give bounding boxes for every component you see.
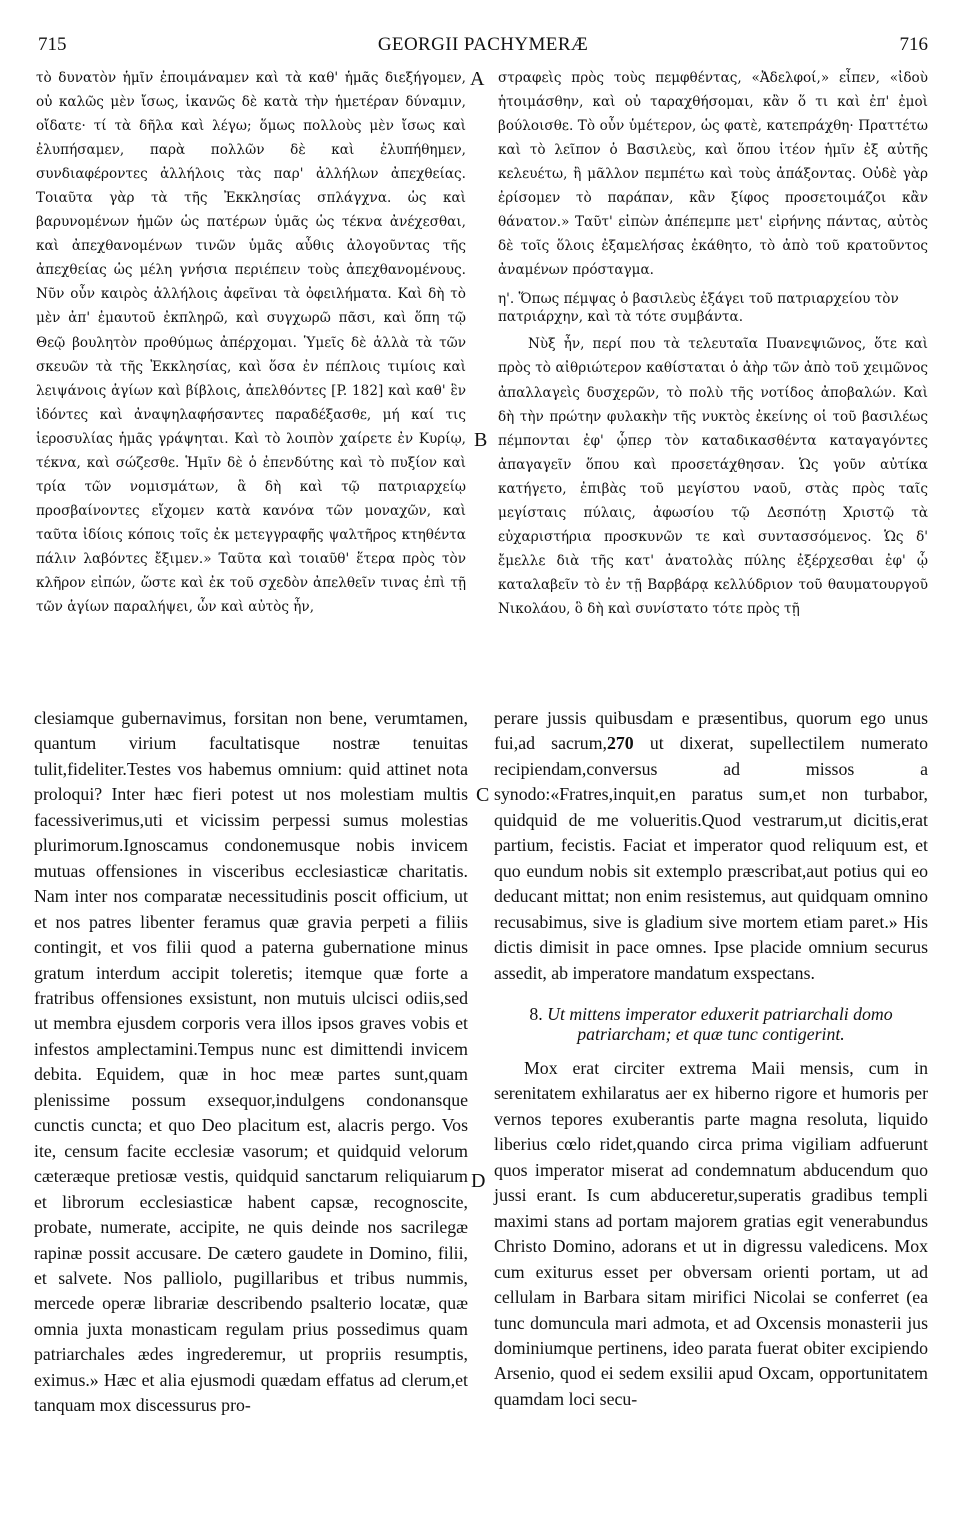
running-title: GEORGII PACHYMERÆ bbox=[377, 34, 589, 55]
margin-marker-c: C bbox=[476, 784, 490, 806]
page-number-right: 716 bbox=[899, 34, 928, 55]
latin-right-paragraph bbox=[494, 706, 928, 986]
latin-heading-number: 8. bbox=[529, 1003, 543, 1024]
latin-section-heading bbox=[494, 1004, 928, 1044]
latin-left-paragraph: clesiamque gubernavimus, forsitan non bene, verumtamen, quantum virium facultatisque nostræ tenuitas tulit,fideliter.Testes vos habemus omnium: quid attinet nota proloqui? Inter hæc fieri potest ut nos molestiam multis facessiverimus,uti et vicissim perpessi sumus molestias plurimorum.Ignoscamus condonemusque nobis invicem mutuas offensiones in visceribus ecclesiasticæ charitatis. Nam inter nos comparatæ necessitudinis poscit officium, ut et nos patres libenter feramus quæ gravia perpeti a filiis contingit, et vos filii quod a paterna gubernatione minus gratum interdum accipit toleretis; itemque quæ forte a fratribus offensiones exsistunt, non mutuis ulcisci odiis,sed ut membra ejusdem corporis vera illos ipsos graves vobis et infestos amplectamini.Tempus nunc est dimittendi invicem debita. Equidem, quæ in hoc meæ partes sunt,quam plenissime possum exsequor,indulgens condonansque cunctis cuncta; et quo Deo placitum est, alacris pergo. Vos ite, censum facite ecclesiæ vasorum; et quidquid velorum cæteræque pretiosæ vestis, quidquid sanctarum reliquiarum et librorum ecclesiasticæ habent capsæ, recognoscite, probate, numerate, accipite, ne quis deinde nos sacrilegæ rapinæ possit accusare. De cætero gaudete in Domino, filii, et salvete. Nos palliolo, pugillaribus et tribus nummis, mercede operæ librariæ describendo psalterio locatæ, quæ omnia juxta monasticam regulam prius possedimus quam patriarchales ædes ingrederemur, ut propriis resumptis, eximus.» Hæc et alia ejusmodi quædam effatus ad clerum,et tanquam mox discessurus pro- bbox=[34, 708, 468, 1416]
greek-left-paragraph: τὸ δυνατὸν ἡμῖν ἐποιμάναμεν καὶ τὰ καθ' ἡμᾶς διεξήγομεν, οὐ καλῶς μὲν ἴσως, ἱκανῶς δὲ κατὰ τὴν ἡμετέραν δύναμιν, οἴδατε· τί τὰ δῆλα καὶ λέγω; ὅμως πολλοὺς μὲν ἴσως καὶ ἐλυπήσαμεν, παρὰ πολλῶν δὲ καὶ ἐλυπήθημεν, συνδιαφέροντες ἀλλήλοις τὰς παρ' ἀλλήλων ἀπεχθείας. Τοιαῦτα γὰρ τὰ τῆς Ἐκκλησίας σπλάγχνα. ὡς καὶ βαρυνομένων ἡμῶν ὡς πατέρων ὑμᾶς ὡς τέκνα ἀνέχεσθαι, καὶ ἀπεχθανομένων τινῶν ὑμᾶς αὖθις ἀλογοῦντας τῆς ἀπεχθείας ὡς μέλη γνήσια περιέπειν τοὺς ἀπεχθανομένους. Νῦν οὖν καιρὸς ἀλλήλοις ἀφεῖναι τὰ ὀφειλήματα. Καὶ δὴ τὸ μὲν ἀπ' ἐμαυτοῦ ἐκπληρῶ, καὶ συγχωρῶ πᾶσι, καὶ ὅπη τῷ Θεῷ βουλητὸν προθύμως ἀπέρχομαι. Ὑμεῖς δὲ ἀλλὰ τὰ τῶν σκευῶν τὰ τῆς Ἐκκλησίας, καὶ ὅσα ἐν πέπλοις τιμίοις καὶ λειψάνοις ἁγίων καὶ βίβλοις, ἀπελθόντες [P. 182] καὶ καθ' ἓν ἰδόντες καὶ ἀναψηλαφήσαντες παραδέξασθε, μή καί τις ἱεροσυλίας ἡμᾶς γράψηται. Καὶ τὸ λοιπὸν χαίρετε ἐν Κυρίῳ, τέκνα, καὶ σώζεσθε. Ἡμῖν δὲ ὁ ἐπενδύτης καὶ τὸ πυξίον καὶ τρία τῶν νομισμάτων, ἃ δὴ καὶ τῷ πατριαρχείῳ προσβαίνοντες εἴχομεν κατὰ κανόνα τῶν μοναχῶν, καὶ ταῦτα ἰδίοις κόποις τοῖς ἐκ μετεγγραφῆς ψαλτῆρος κτηθέντα πάλιν λαβόντες ἔξιμεν.» Ταῦτα καὶ τοιαῦθ' ἕτερα πρὸς τὸν κλῆρον εἰπών, ὥστε καὶ ἐκ τοῦ σχεδὸν ἀπελθεῖν τινας ἐπὶ τῇ τῶν ἁγίων παραλήψει, ὧν καὶ αὐτὸς ἦν, bbox=[36, 70, 466, 616]
greek-heading-title: Ὅπως πέμψας ὁ βασιλεὺς ἐξάγει τοῦ πατριαρχείου τὸν πατριάρχην, καὶ τὰ τότε συμβάντα. bbox=[498, 291, 899, 326]
greek-right-paragraph: στραφεὶς πρὸς τοὺς πεμφθέντας, «Ἀδελφοί,» εἶπεν, «ἰδοὺ ἡτοιμάσθην, καὶ οὐ ταραχθήσομαι, κἂν ὅ τι καὶ ἐπ' ἐμοὶ βούλοισθε. Τὸ οὖν ὑμέτερον, ὡς φατὲ, κατεπράχθη· Πραττέτω καὶ τὸ λεῖπον ὁ Βασιλεὺς, καὶ ὅπου ἰτέον ἡμῖν ἐξ αὐτῆς κελευέτω, ἢ μᾶλλον πεμπέτω καὶ τοὺς ἀπάξοντας. Οὐδὲ γὰρ ἐρίσομεν τὸ παράπαν, κἂν ξίφος προσετοιμάζοι κἂν θάνατον.» Ταῦτ' εἰπὼν ἀπέπεμπε μετ' εἰρήνης πάντας, αὐτὸς δὲ τοῖς ὅλοις ἐξαμελήσας ἐκάθητο, τὸ ἀπὸ τοῦ κρατοῦντος ἀναμένων πρόσταγμα. bbox=[498, 70, 928, 279]
page-header bbox=[38, 34, 928, 60]
latin-right-text-post: ut dixerat, supellectilem numerato recipiendam,conversus ad missos a synodo:«Fratres,inquit,en paratus sum,et non turbabor, quidquid de me volueritis.Quod vestrarum,ut dicitis,erat partium, fecistis. Faciat et imperator quod reliquum est, et quo eundum nobis sit extemplo præscribat,aut potius qui eo deducant mittat; non enim resistemus, aut quidquam omnino recusabimus, sive is gladium sive mortem etiam paret.» His dictis dimisit in pace omnes. Ipse placide omnium securus assedit, ab imperatore mandatum exspectans. bbox=[494, 733, 929, 983]
greek-column-right bbox=[498, 66, 928, 621]
greek-right-paragraph-2: Νὺξ ἦν, περί που τὰ τελευταῖα Πυανεψιῶνος, ὅτε καὶ πρὸς τὸ αἰθριώτερον καθίσταται ὁ ἀὴρ τῶν ἀπὸ τοῦ χειμῶνος ἀπαλλαγεὶς δυσχερῶν, τὸ πολὺ τῆς νοτίδος ἀποβαλών. Καὶ δὴ τὴν πρώτην φυλακὴν τῆς νυκτὸς ἐκείνης οἱ τοῦ βασιλέως πέμπονται ἐφ' ᾧπερ τὸν καταδικασθέντα καταγαγόντες ἀπαγαγεῖν ὅπου καὶ προσετάχθησαν. Ὡς γοῦν αὐτίκα κατήγετο, ἐπιβὰς τοῦ μεγίστου ναοῦ, στὰς πρὸς ταῖς μεγίσταις πύλαις, ἀφωσίου τῷ Δεσπότῃ Χριστῷ τὰ εὐχαριστήρια προσκυνῶν τε καὶ συντασσόμενος. Ὡς δ' ἔμελλε διὰ τῆς κατ' ἀνατολὰς πύλης ἐξέρχεσθαι ἐφ' ᾧ καταλαβεῖν τὸ ἐν τῇ Βαρβάρᾳ κελλύδριον τοῦ θαυματουργοῦ Νικολάου, ὃ δὴ καὶ συνίστατο τότε πρὸς τῇ bbox=[498, 336, 928, 617]
greek-column-left bbox=[36, 66, 466, 619]
page-number-left: 715 bbox=[38, 34, 67, 55]
greek-section-heading bbox=[498, 290, 928, 326]
greek-heading-number: η'. bbox=[498, 291, 515, 308]
margin-marker-b: B bbox=[474, 429, 488, 451]
page-reference: 270 bbox=[606, 733, 634, 754]
latin-right-paragraph-2: Mox erat circiter extrema Maii mensis, cum in serenitatem exhilaratus aer ex hiberno rigore et humoris per vernos tepores exuberantis parte magna resoluta, liquido liberius cœlo ridet,quando circa prima vigiliam adfuerunt quos imperator miserat ad condemnatum abducendum quo jussi erant. Is cum abduceretur,superatis gradibus templi maximi stans ad portam majorem gratias egit venerabundus Christo Domino, adorans et ut in digressu valedicens. Mox cum exiturus esset per obversam orienti portam, ut ad cellulam in Barbara sitam mirifici Nicolai se conferret (ea tunc domuncula mari admota, et ad Oxcensis monasterii jus dominiumque pertinens, ideo parata fuerat obiter excipiendo Arsenio, quod ei sedem exsilii apud Oxcam, opportunitatem quamdam loci secu- bbox=[494, 1057, 928, 1409]
latin-column-left bbox=[34, 706, 468, 1419]
margin-marker-a: A bbox=[470, 68, 485, 90]
latin-right-text-pre: perare jussis quibusdam e præsentibus, quorum ego unus fui,ad sacrum, bbox=[494, 708, 928, 754]
margin-marker-d: D bbox=[471, 1170, 486, 1192]
latin-heading-title: Ut mittens imperator eduxerit patriarchali domo patriarcham; et quæ tunc contigerint. bbox=[547, 1003, 893, 1044]
latin-column-right bbox=[494, 706, 928, 1412]
